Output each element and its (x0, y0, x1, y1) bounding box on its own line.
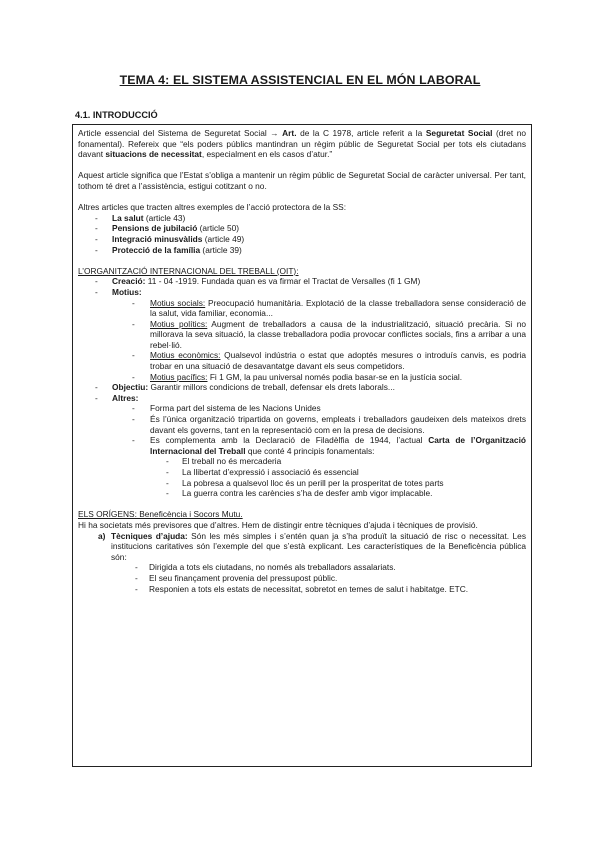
intro-paragraph-3: Altres articles que tracten altres exemples de l’acció protectora de la SS: (78, 202, 347, 213)
oit-motius: - Motius: (95, 286, 142, 297)
list-item: - Motius socials: Preocupació humanitària. Explotació de la classe treballadora sense consideració de la salut, vida familiar, economia... (132, 297, 527, 319)
list-item: - Es complementa amb la Declaració de Filadèlfia de 1944, l’actual Carta de l’Organització Internacional del Treball que conté 4 principis fonamentals: (132, 435, 526, 456)
list-item: - Motius polítics: Augment de treballadors a causa de la industrialització, situació precària. Si no millorava la seva situació, la classe treballadora podia provocar conflictes socials, fins a arribar a una rebel·lió. (132, 318, 526, 350)
list-item: - La llibertat d’expressió i associació és essencial (166, 467, 359, 477)
list-item: - El seu finançament provenia del pressupost públic. (135, 572, 338, 583)
list-item: - Motius pacífics: Fi 1 GM, la pau universal només podia basar-se en la justícia social. (132, 371, 463, 382)
list-item: - El treball no és mercaderia (166, 456, 282, 467)
page-title: TEMA 4: EL SISTEMA ASSISTENCIAL EN EL MÓN LABORAL (119, 73, 481, 87)
content-box (72, 124, 532, 767)
list-item: - Integració minusvàlids (article 49) (95, 233, 245, 244)
list-item: - Pensions de jubilació (article 50) (95, 223, 240, 234)
intro-paragraph-2: Aquest article significa que l’Estat s’obliga a mantenir un règim públic de Seguretat Social de caràcter universal. Per tant, tothom té dret a l’assistència, estigui cotitzant o no. (78, 170, 526, 191)
list-item: a) Tècniques d’ajuda: Són les més simples i s’entén quan ja s’ha produït la situació de risc o necessitat. Les institucions caritatives són l’exemple del que s’està explicant. Les característiques de la Beneficència pública són: (98, 530, 526, 562)
list-item: - Responien a tots els estats de necessitat, sobretot en temes de salut i habitatge. ETC. (135, 583, 469, 594)
list-item: - Forma part del sistema de les Nacions Unides (132, 403, 321, 414)
list-item: - Motius econòmics: Qualsevol indústria o estat que adoptés mesures o introduís canvis, es podria trobar en una situació de desavantatge davant els seus competidors. (132, 350, 527, 372)
section-heading: 4.1. INTRODUCCIÓ (75, 110, 158, 120)
list-item: - Protecció de la família (article 39) (95, 244, 242, 255)
list-item: - La guerra contra les carències s’ha de desfer amb vigor implacable. (166, 488, 433, 499)
origens-intro: Hi ha societats més previsores que d’altres. Hem de distingir entre tècniques d’ajuda i tècniques de provisió. (78, 519, 478, 530)
oit-altres: - Altres: (95, 392, 139, 403)
list-item: - La salut (article 43) (95, 212, 186, 223)
list-item: - És l’única organització tripartida on governs, empleats i treballadors gaudeixen dels mateixos drets davant els governs, tant en la representació com en la presa de decisions. (132, 414, 526, 435)
oit-creacio: - Creació: 11 - 04 -1919. Fundada quan es va firmar el Tractat de Versalles (fi 1 GM) (95, 276, 421, 287)
origens-heading: ELS ORÍGENS: Beneficència i Socors Mutu. (78, 509, 243, 520)
oit-objectiu: - Objectiu: Garantir millors condicions de treball, defensar els drets laborals... (95, 382, 395, 393)
list-item: - Dirigida a tots els ciutadans, no només als treballadors assalariats. (135, 562, 396, 573)
intro-paragraph-1: Article essencial del Sistema de Seguretat Social → Art. de la C 1978, article referit a la Seguretat Social (dret no fonamental). Refereix que “els poders públics mantindran un règim públic de Seguretat Social per tots els ciutadans davant situacions de necessitat, especialment en els casos d’atur.” (78, 128, 526, 160)
oit-heading: L’ORGANITZACIÓ INTERNACIONAL DEL TREBALL (OIT): (78, 265, 299, 276)
list-item: - La pobresa a qualsevol lloc és un perill per la prosperitat de totes parts (166, 477, 444, 488)
